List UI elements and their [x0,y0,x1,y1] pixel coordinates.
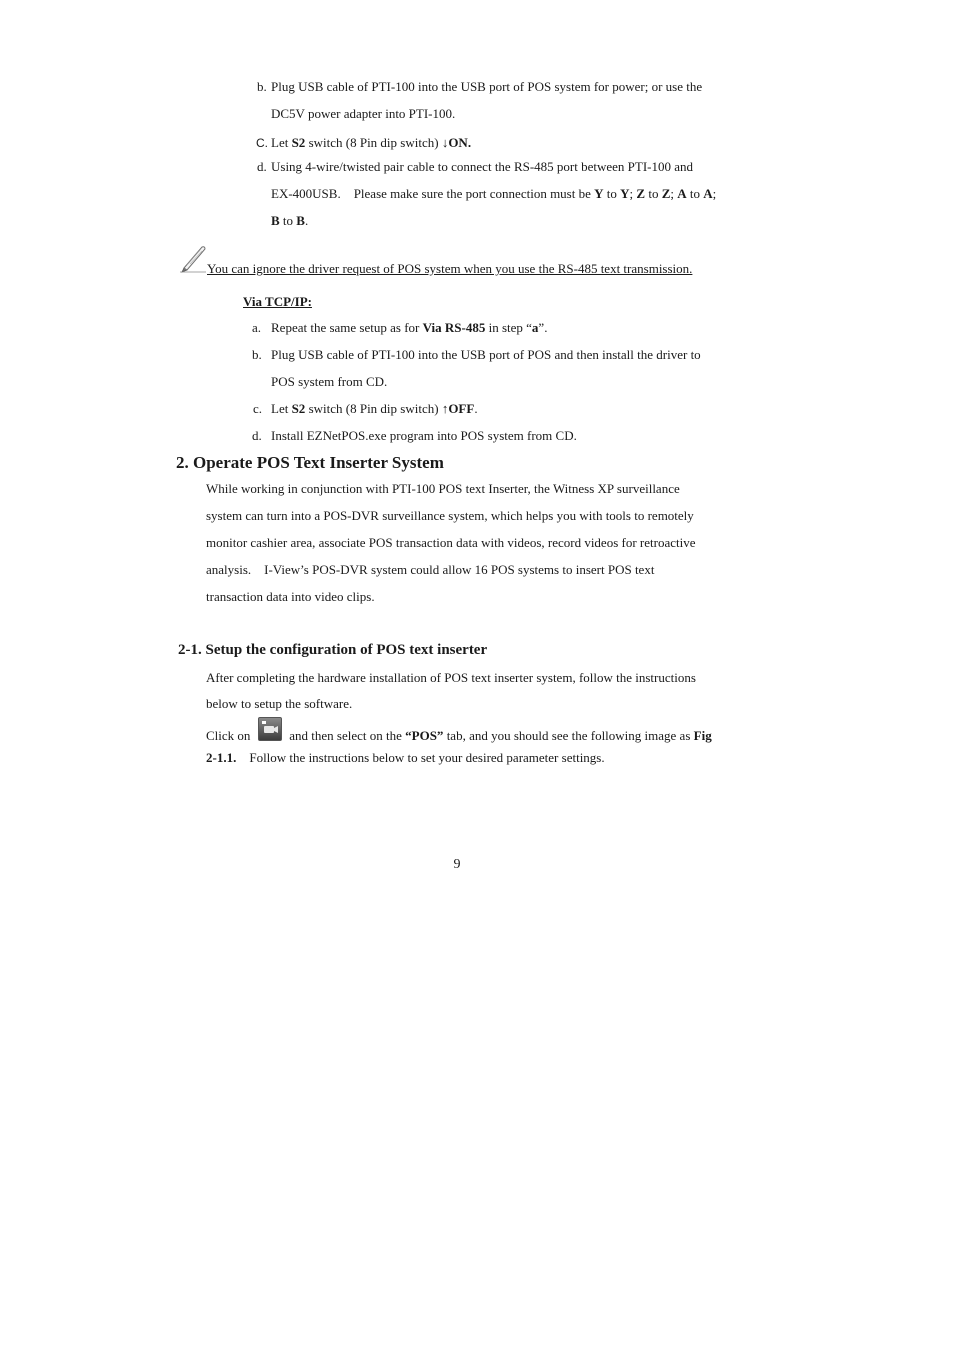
figure-reference-line: 2-1.1. Follow the instructions below to set your desired parameter settings. [206,750,605,765]
list-marker: d. [252,428,262,443]
tcpip-step-d: Install EZNetPOS.exe program into POS system from CD. [271,428,577,443]
note-text: You can ignore the driver request of POS system when you use the RS-485 text transmission. [207,261,693,276]
page-number: 9 [453,857,461,872]
tcpip-heading: Via TCP/IP: [243,294,312,309]
camera-setup-icon [258,717,282,741]
list-marker: b. [252,347,262,362]
list-marker: a. [252,320,262,335]
tcpip-step-c: Let S2 switch (8 Pin dip switch) ↑OFF. [271,401,478,416]
list-marker: d. [257,159,267,174]
rs485-step-d-line2: EX-400USB. Please make sure the port connection must be Y to Y; Z to Z; A to A; [271,186,717,201]
tcpip-step-a: Repeat the same setup as for Via RS-485 in step “a”. [271,320,548,335]
list-marker: b. [257,79,267,94]
list-marker: C. [256,136,268,150]
section-2-paragraph-line: While working in conjunction with PTI-100 POS text Inserter, the Witness XP surveillance [206,481,680,496]
section-2-paragraph-line: analysis. I-View’s POS-DVR system could allow 16 POS systems to insert POS text [206,562,655,577]
rs485-step-d-line1: Using 4-wire/twisted pair cable to connect the RS-485 port between PTI-100 and [271,159,694,174]
section-2-heading: 2. Operate POS Text Inserter System [176,453,444,472]
tcpip-step-b-line2: POS system from CD. [271,374,388,389]
pen-note-icon [178,243,208,273]
rs485-step-b-line1: Plug USB cable of PTI-100 into the USB port of POS system for power; or use the [271,79,703,94]
section-2-paragraph-line: system can turn into a POS-DVR surveillance system, which helps you with tools to remotely [206,508,694,523]
click-on-text: Click on [206,728,251,743]
click-instruction: and then select on the “POS” tab, and you should see the following image as Fig [286,728,712,743]
section-2-paragraph-line: monitor cashier area, associate POS transaction data with videos, record videos for retroactive [206,535,696,550]
section-2-1-paragraph-line: below to setup the software. [206,696,353,711]
rs485-step-c: Let S2 switch (8 Pin dip switch) ↓ON. [271,135,472,150]
tcpip-step-b-line1: Plug USB cable of PTI-100 into the USB port of POS and then install the driver to [271,347,701,362]
section-2-1-heading: 2-1. Setup the configuration of POS text inserter [178,642,488,658]
section-2-paragraph-line: transaction data into video clips. [206,589,375,604]
camera-glyph-icon [259,718,281,740]
rs485-step-d-line3: B to B. [271,213,309,228]
list-marker: c. [253,401,263,416]
rs485-step-b-line2: DC5V power adapter into PTI-100. [271,106,456,121]
section-2-1-paragraph-line: After completing the hardware installation of POS text inserter system, follow the instructions [206,670,696,685]
